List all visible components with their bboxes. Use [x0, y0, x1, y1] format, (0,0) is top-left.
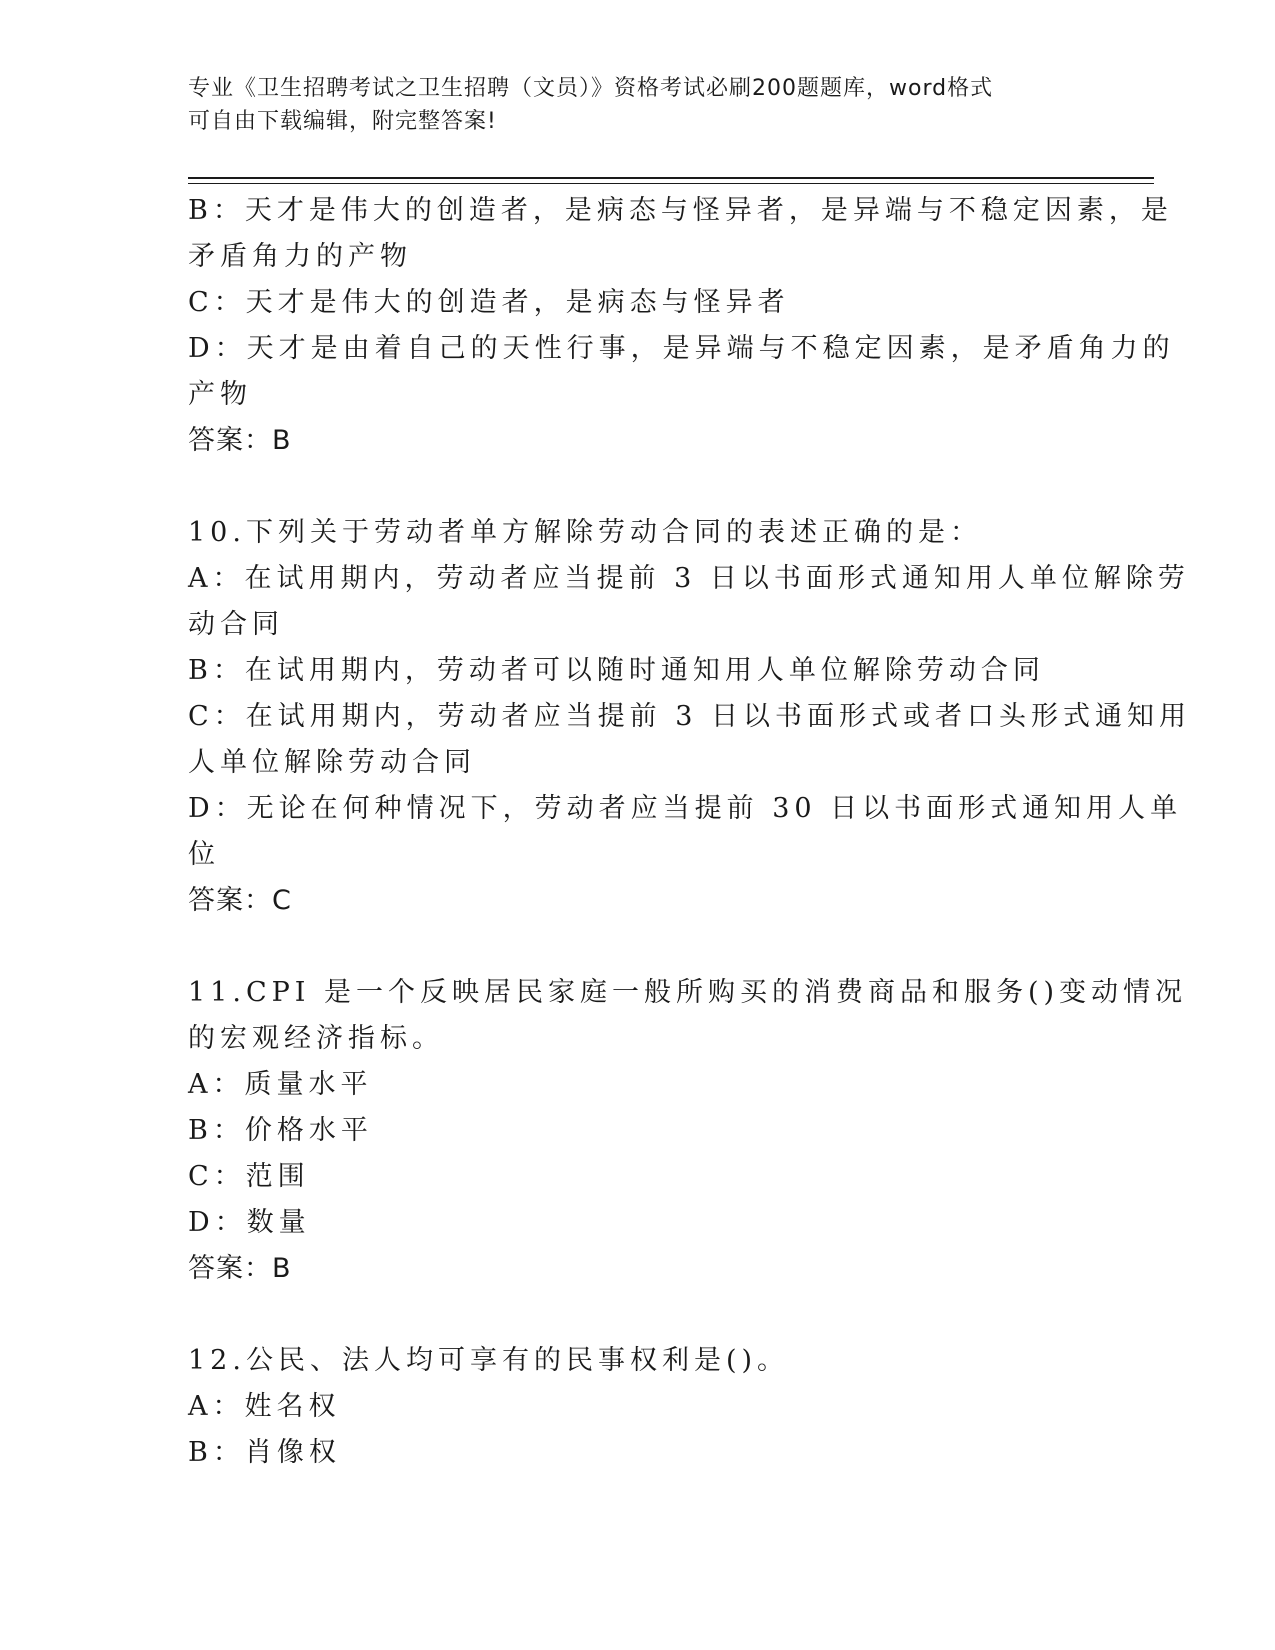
option-line: C：在试用期内，劳动者应当提前 3 日以书面形式或者口头形式通知用	[188, 701, 1192, 732]
header-rule-thin	[188, 183, 1154, 184]
spacer	[188, 464, 1088, 510]
option-c: C：范围	[188, 1161, 310, 1192]
option-line: B：在试用期内，劳动者可以随时通知用人单位解除劳动合同	[188, 655, 1045, 686]
question-12	[188, 1338, 1088, 1476]
option-c	[188, 280, 1088, 326]
option-d	[188, 326, 1175, 418]
option-b: B：肖像权	[188, 1437, 341, 1468]
option-b: B：价格水平	[188, 1115, 373, 1146]
option-line: 矛盾角力的产物	[188, 241, 412, 272]
header-line-2: 可自由下载编辑，附完整答案!	[188, 109, 497, 134]
option-line: 人单位解除劳动合同	[188, 747, 476, 778]
answer-line: 答案：B	[188, 425, 292, 456]
option-b	[188, 188, 1173, 280]
spacer	[188, 1292, 1088, 1338]
question-9-tail	[188, 188, 1175, 464]
option-line: 动合同	[188, 609, 284, 640]
answer-line: 答案：B	[188, 1253, 292, 1284]
answer-line: 答案：C	[188, 885, 292, 916]
option-line: 位	[188, 839, 220, 870]
question-text: 11.CPI 是一个反映居民家庭一般所购买的消费商品和服务()变动情况	[188, 977, 1188, 1008]
spacer	[188, 924, 1088, 970]
option-c	[188, 694, 1192, 786]
question-text: 12.公民、法人均可享有的民事权利是()。	[188, 1345, 790, 1376]
page-header	[188, 72, 1068, 138]
option-a: A：姓名权	[188, 1391, 341, 1422]
option-line: A：在试用期内，劳动者应当提前 3 日以书面形式通知用人单位解除劳	[188, 563, 1190, 594]
question-11	[188, 970, 1188, 1292]
question-list	[188, 188, 1192, 1476]
option-line: B：天才是伟大的创造者，是病态与怪异者，是异端与不稳定因素，是	[188, 195, 1173, 226]
option-line: D：天才是由着自己的天性行事，是异端与不稳定因素，是矛盾角力的	[188, 333, 1175, 364]
header-rule-thick	[188, 177, 1154, 179]
question-text: 10.下列关于劳动者单方解除劳动合同的表述正确的是：	[188, 517, 982, 548]
option-d: D：数量	[188, 1207, 311, 1238]
option-a: A：质量水平	[188, 1069, 373, 1100]
option-line: C：天才是伟大的创造者，是病态与怪异者	[188, 287, 790, 318]
question-10	[188, 510, 1192, 924]
option-b	[188, 648, 1088, 694]
question-text: 的宏观经济指标。	[188, 1023, 444, 1054]
header-line-1: 专业《卫生招聘考试之卫生招聘（文员）》资格考试必刷200题题库，word格式	[188, 76, 994, 101]
option-d	[188, 786, 1183, 878]
option-a	[188, 556, 1190, 648]
option-line: D：无论在何种情况下，劳动者应当提前 30 日以书面形式通知用人单	[188, 793, 1183, 824]
option-line: 产物	[188, 379, 252, 410]
